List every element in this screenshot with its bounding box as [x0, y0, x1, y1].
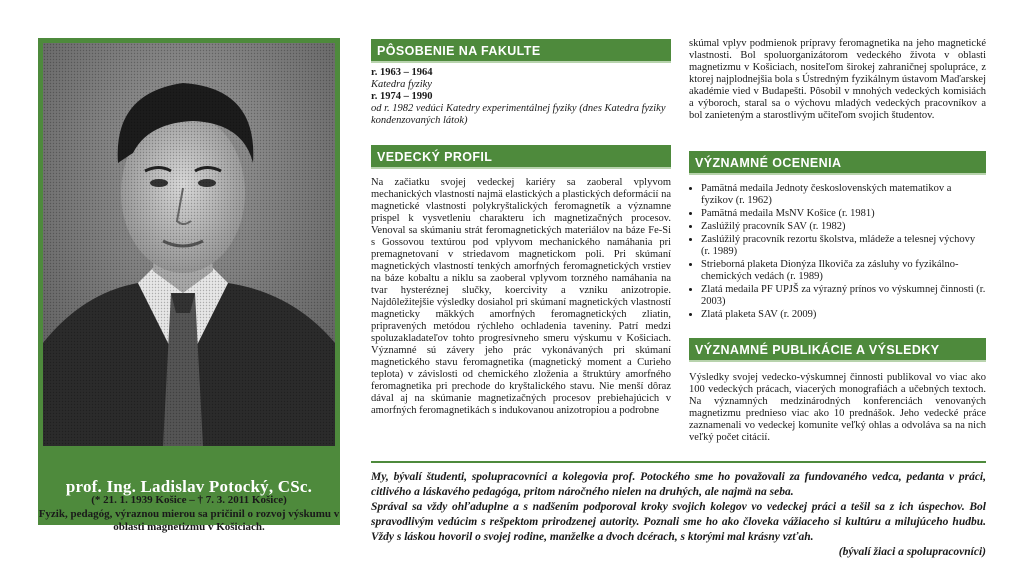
career-years: r. 1974 – 1990 — [371, 91, 433, 102]
list-item: • Strieborná plaketa Dionýza Ilkoviča za zásluhy vo fyzikálno-chemických vedách (r. 1989) — [701, 259, 986, 283]
career-role: od r. 1982 vedúci Katedry experimentálnej fyziky (dnes Katedra fyziky kondenzovaných látok) — [371, 103, 666, 126]
awards-list — [689, 183, 986, 321]
life-dates: (* 21. 1. 1939 Košice – † 7. 3. 2011 Košice) — [91, 494, 287, 506]
quote-paragraph: Správal sa vždy ohľaduplne a s nadšením podporoval kroky svojich kolegov vo vedeckej práci a tešil sa z ich úspechov. Bol spravodlivým vedúcim s rešpektom prirodzenej autority. Poznali sme ho ako človeka vážiaceho si kultúru a milujúceho hudbu. Vždy s láskou hovoril o svojej rodine, manželke a dvoch dcérach, s ktorými mal krásny vzťah. — [371, 501, 986, 543]
career-years: r. 1963 – 1964 — [371, 67, 433, 78]
list-item: • Zaslúžilý pracovník rezortu školstva, mládeže a telesnej výchovy (r. 1989) — [701, 234, 986, 258]
profil-continuation: skúmal vplyv podmienok prípravy feromagnetika na jeho magnetické vlastnosti. Bol spoluorganizátorom vedeckého života v oblasti magnetizmu v Košiciach, nositeľom širokej zahraničnej spolupráce, z ktorej najplodnejšia bola s Ústredným fyzikálnym ústavom Maďarskej akadémie vied v Budapešti. Pôsobil v mnohých vedeckých komisiách a výboroch, staral sa o výchovu mladých vedeckých pracovníkov a bol zanieteným a starostlivým učiteľom svojich študentov. — [689, 38, 986, 121]
career-list — [371, 67, 671, 127]
section-header-ocenenia: VÝZNAMNÉ OCENENIA — [689, 151, 986, 175]
list-item: • Pamätná medaila Jednoty československých matematikov a fyzikov (r. 1962) — [701, 183, 986, 207]
quote-paragraph: My, bývalí študenti, spolupracovníci a kolegovia prof. Potockého sme ho považovali za fundovaného vedca, pedanta v práci, citlivého a láskavého pedagóga, pritom náročného nielen na druhých, ale najmä na seba. — [371, 471, 986, 498]
list-item: • Pamätná medaila MsNV Košice (r. 1981) — [701, 208, 986, 220]
tribute-quote — [371, 470, 986, 560]
career-role: Katedra fyziky — [371, 79, 432, 90]
person-name: prof. Ing. Ladislav Potocký, CSc. — [65, 476, 313, 496]
publikacie-text: Výsledky svojej vedecko-výskumnej činnosti publikoval vo viac ako 100 vedeckých prácach, viacerých monografiách a učebných textoch. Na významných medzinárodných konferenciách venovaných magnetizmu prednieso viac ako 10 prednášok. Jeho vedecké práce zaznamenali vo vedeckej komunite veľký ohlas a odvolávа sa na nich veľký počet citácií. — [689, 372, 986, 443]
list-item: • Zlatá plaketa SAV (r. 2009) — [701, 309, 986, 321]
quote-signature: (bývalí žiaci a spolupracovníci) — [838, 546, 986, 558]
portrait-illustration — [43, 43, 335, 446]
divider — [371, 461, 986, 463]
profil-text: Na začiatku svojej vedeckej kariéry sa zaoberal vplyvom mechanických vlastností najmä elastických a plastických deformácií na magnetické vlastnosti polykryštalických feromagnetík a významne prispel k vysvetleniu charakteru ich magnetizačných procesov. Venoval sa skúmaniu strát feromagnetických materiálov na báze Fe-Si s Gossovou textúrou pod vplyvom mechanického namáhania pri premagnetovaní v striedavom magnetickom poli. Pri skúmaní magnetických vlastností tenkých amorfných feromagnetických vrstiev na báze kobaltu a niklu sa zaoberal vplyvom torzného namáhania na tvar hysteréznej slučky, koercivity a vzniku anizotropie. Najdôležitejšie výsledky dosiahol pri skúmaní magnetických vlastností magneticky mäkkých amorfných feromagnetických zliatin, pripravených metódou rýchleho ochladenia taveniny. Patrí medzi spoluzakladateľov tohto progresívneho smeru výskumu v Košiciach. Významné sú závery jeho prác vykonávaných pri skúmaní magnetického stavu feromagnetika (magnetický moment a Curieho teplota) v závislosti od chemického zloženia a štruktúry amorfného feromagnetika pri prechode do kryštalického stavu. Nie menší dôraz dával aj na skúmanie magnetizačných procesov prebiehajúcich v amorfných feromagnetikách s indukovanou anizotropiou a podrobne — [371, 177, 672, 416]
list-item: • Zaslúžilý pracovník SAV (r. 1982) — [701, 221, 986, 233]
section-header-fakulta: PÔSOBENIE NA FAKULTE — [371, 39, 671, 63]
awards-section — [689, 183, 986, 322]
portrait-photo — [43, 43, 335, 446]
list-item: • Zlatá medaila PF UPJŠ za výrazný prínos vo výskumnej činnosti (r. 2003) — [701, 284, 986, 308]
section-header-profil: VEDECKÝ PROFIL — [371, 145, 671, 169]
section-header-publikacie: VÝZNAMNÉ PUBLIKÁCIE A VÝSLEDKY — [689, 338, 986, 362]
portrait-card — [38, 38, 340, 525]
bio-description: Fyzik, pedagóg, výraznou mierou sa pričinil o rozvoj výskumu v oblasti magnetizmu v Košiciach. — [38, 508, 340, 533]
